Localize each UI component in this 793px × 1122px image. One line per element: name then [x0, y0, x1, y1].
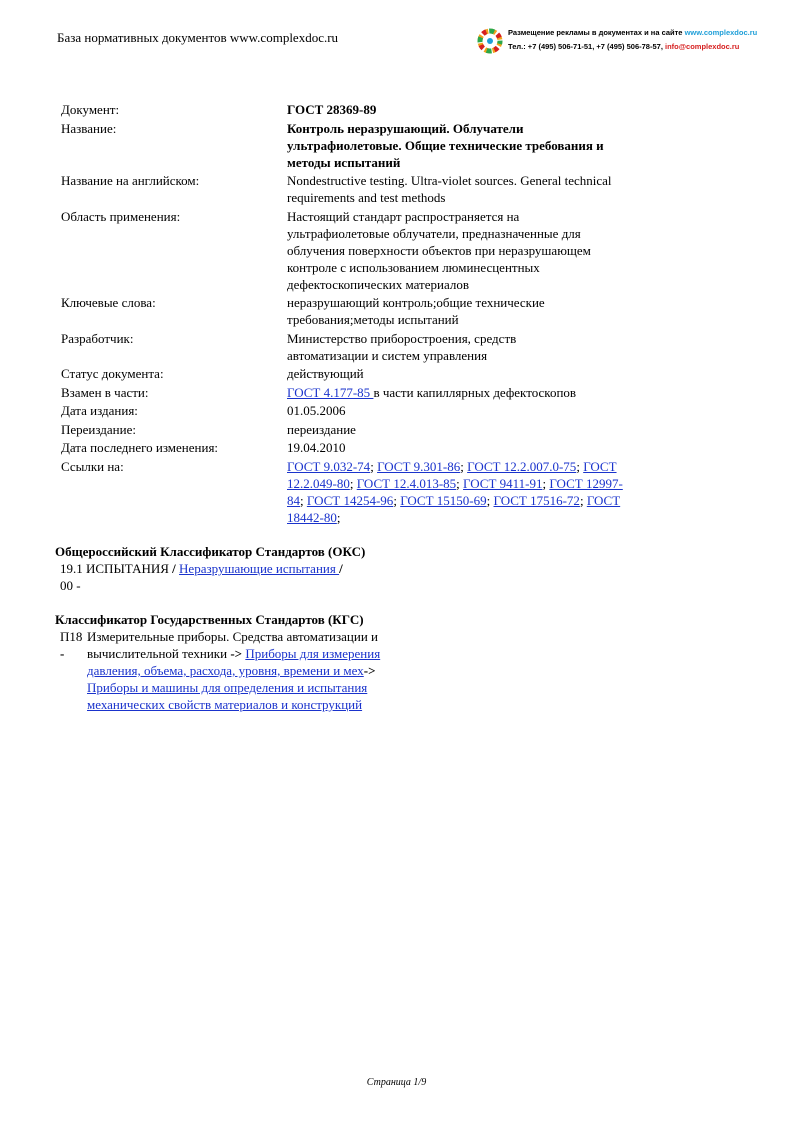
- oks-link[interactable]: Неразрушающие испытания: [179, 561, 340, 576]
- kgs-link-pressure[interactable]: Приборы для измерения давления, объема, расхода, уровня, времени и мех: [87, 646, 381, 678]
- meta-label: Название на английском:: [61, 173, 200, 188]
- ref-gost-link[interactable]: ГОСТ 15150-69: [400, 492, 487, 508]
- document-status: действующий: [287, 366, 364, 381]
- oks-separator: /: [339, 561, 343, 576]
- meta-label: Ссылки на:: [61, 458, 124, 474]
- ad-email-link[interactable]: info@complexdoc.ru: [664, 42, 740, 51]
- meta-row-document: [61, 101, 631, 118]
- document-reissue: переиздание: [287, 421, 356, 437]
- document-developer: Министерство приборостроения, средств автоматизации и систем управления: [287, 330, 517, 363]
- kgs-code: П18: [60, 629, 83, 644]
- kgs-description: Измерительные приборы. Средства автоматизации и вычислительной техники: [87, 629, 378, 661]
- oks-separator: /: [168, 561, 180, 576]
- kgs-arrow: ->: [363, 663, 376, 678]
- oks-sub-code: 00 -: [60, 578, 81, 593]
- document-number: ГОСТ 28369-89: [287, 102, 377, 117]
- document-pub-date: 01.05.2006: [287, 403, 346, 418]
- ad-line-2: [508, 40, 793, 54]
- meta-row-keywords: [61, 294, 631, 328]
- kgs-entry: [55, 628, 417, 713]
- meta-row-title-en: [61, 172, 631, 206]
- oks-entry: [55, 560, 365, 577]
- meta-label: Дата издания:: [61, 403, 138, 418]
- meta-row-replaces: [61, 384, 631, 401]
- oks-title: Общероссийский Классификатор Стандартов (ОКС): [55, 544, 366, 559]
- ref-gost-link[interactable]: ГОСТ 9411-91: [463, 475, 543, 491]
- meta-label: Ключевые слова:: [61, 295, 156, 310]
- meta-row-status: [61, 365, 631, 382]
- ref-gost-link[interactable]: ГОСТ 12.4.013-85: [356, 475, 457, 491]
- meta-row-scope: [61, 208, 631, 293]
- ref-gost-link[interactable]: ГОСТ 9.032-74: [287, 458, 371, 474]
- ad-phones: Тел.: +7 (495) 506-71-51, +7 (495) 506-78-57,: [508, 42, 665, 51]
- kgs-dash: -: [60, 646, 65, 661]
- meta-label: Название:: [61, 120, 117, 136]
- meta-row-reissue: [61, 421, 631, 438]
- kgs-section: [55, 611, 417, 713]
- replaces-gost-link[interactable]: ГОСТ 4.177-85: [287, 384, 374, 400]
- header-left-text: База нормативных документов www.complexdoc.ru: [57, 30, 339, 45]
- meta-label: Область применения:: [61, 208, 181, 224]
- ad-line-1: [508, 26, 793, 40]
- ad-line-1-text: Размещение рекламы в документах и на сайте: [508, 28, 685, 37]
- document-title-en: Nondestructive testing. Ultra-violet sources. General technical requirements and test methods: [287, 173, 612, 205]
- document-refs: ГОСТ 9.032-74; ГОСТ 9.301-86; ГОСТ 12.2.007.0-75; ГОСТ 12.2.049-80; ГОСТ 12.4.013-85; ГОСТ 9411-91; ГОСТ 12997-84; ГОСТ 14254-96; ГОСТ 15150-69; ГОСТ 17516-72; ГОСТ 18442-80;: [287, 458, 623, 525]
- document-last-change: 19.04.2010: [287, 440, 346, 455]
- document-title: Контроль неразрушающий. Облучатели ультрафиолетовые. Общие технические требования и методы испытаний: [287, 120, 604, 170]
- meta-row-title: [61, 120, 631, 171]
- ref-gost-link[interactable]: ГОСТ 12997-84: [287, 475, 623, 508]
- meta-label: Статус документа:: [61, 366, 164, 381]
- page-number: Страница 1/9: [366, 1077, 427, 1088]
- meta-row-developer: [61, 330, 631, 364]
- kgs-arrow: ->: [230, 646, 243, 661]
- meta-label: Взамен в части:: [61, 384, 149, 400]
- ref-gost-link[interactable]: ГОСТ 18442-80: [287, 492, 621, 525]
- kgs-title: Классификатор Государственных Стандартов (КГС): [55, 612, 364, 627]
- meta-label: Документ:: [61, 102, 120, 117]
- meta-label: Дата последнего изменения:: [61, 440, 219, 455]
- kgs-code-col: [60, 628, 87, 713]
- ref-gost-link[interactable]: ГОСТ 12.2.049-80: [287, 458, 617, 491]
- ref-gost-link[interactable]: ГОСТ 17516-72: [493, 492, 580, 508]
- ref-gost-link[interactable]: ГОСТ 14254-96: [306, 492, 394, 508]
- document-scope: Настоящий стандарт распространяется на ультрафиолетовые облучатели, предназначенные для облучения поверхности объектов при неразрушающем контроле с использованием люминесцентных дефектоскопических материалов: [287, 208, 591, 292]
- meta-label: Переиздание:: [61, 421, 136, 437]
- oks-code: 19.1 ИСПЫТАНИЯ: [60, 561, 169, 576]
- kgs-link-mechanical[interactable]: Приборы и машины для определения и испытания механических свойств материалов и конструкций: [87, 680, 368, 712]
- ref-gost-link[interactable]: ГОСТ 12.2.007.0-75: [467, 458, 577, 474]
- replaces-text: в части капиллярных дефектоскопов: [373, 384, 577, 400]
- document-meta-table: [61, 101, 631, 527]
- ref-gost-link[interactable]: ГОСТ 9.301-86: [377, 458, 461, 474]
- kgs-text: [87, 628, 417, 713]
- meta-label: Разработчик:: [61, 330, 134, 346]
- document-keywords: неразрушающий контроль;общие технические требования;методы испытаний: [287, 295, 545, 327]
- meta-row-refs: [61, 458, 631, 526]
- oks-section: [55, 543, 365, 594]
- complexdoc-logo-icon: [477, 28, 503, 54]
- document-replaces: [287, 384, 631, 401]
- ad-site-link[interactable]: www.complexdoc.ru: [684, 28, 758, 37]
- meta-row-pub-date: [61, 402, 631, 419]
- meta-row-last-change: [61, 439, 631, 456]
